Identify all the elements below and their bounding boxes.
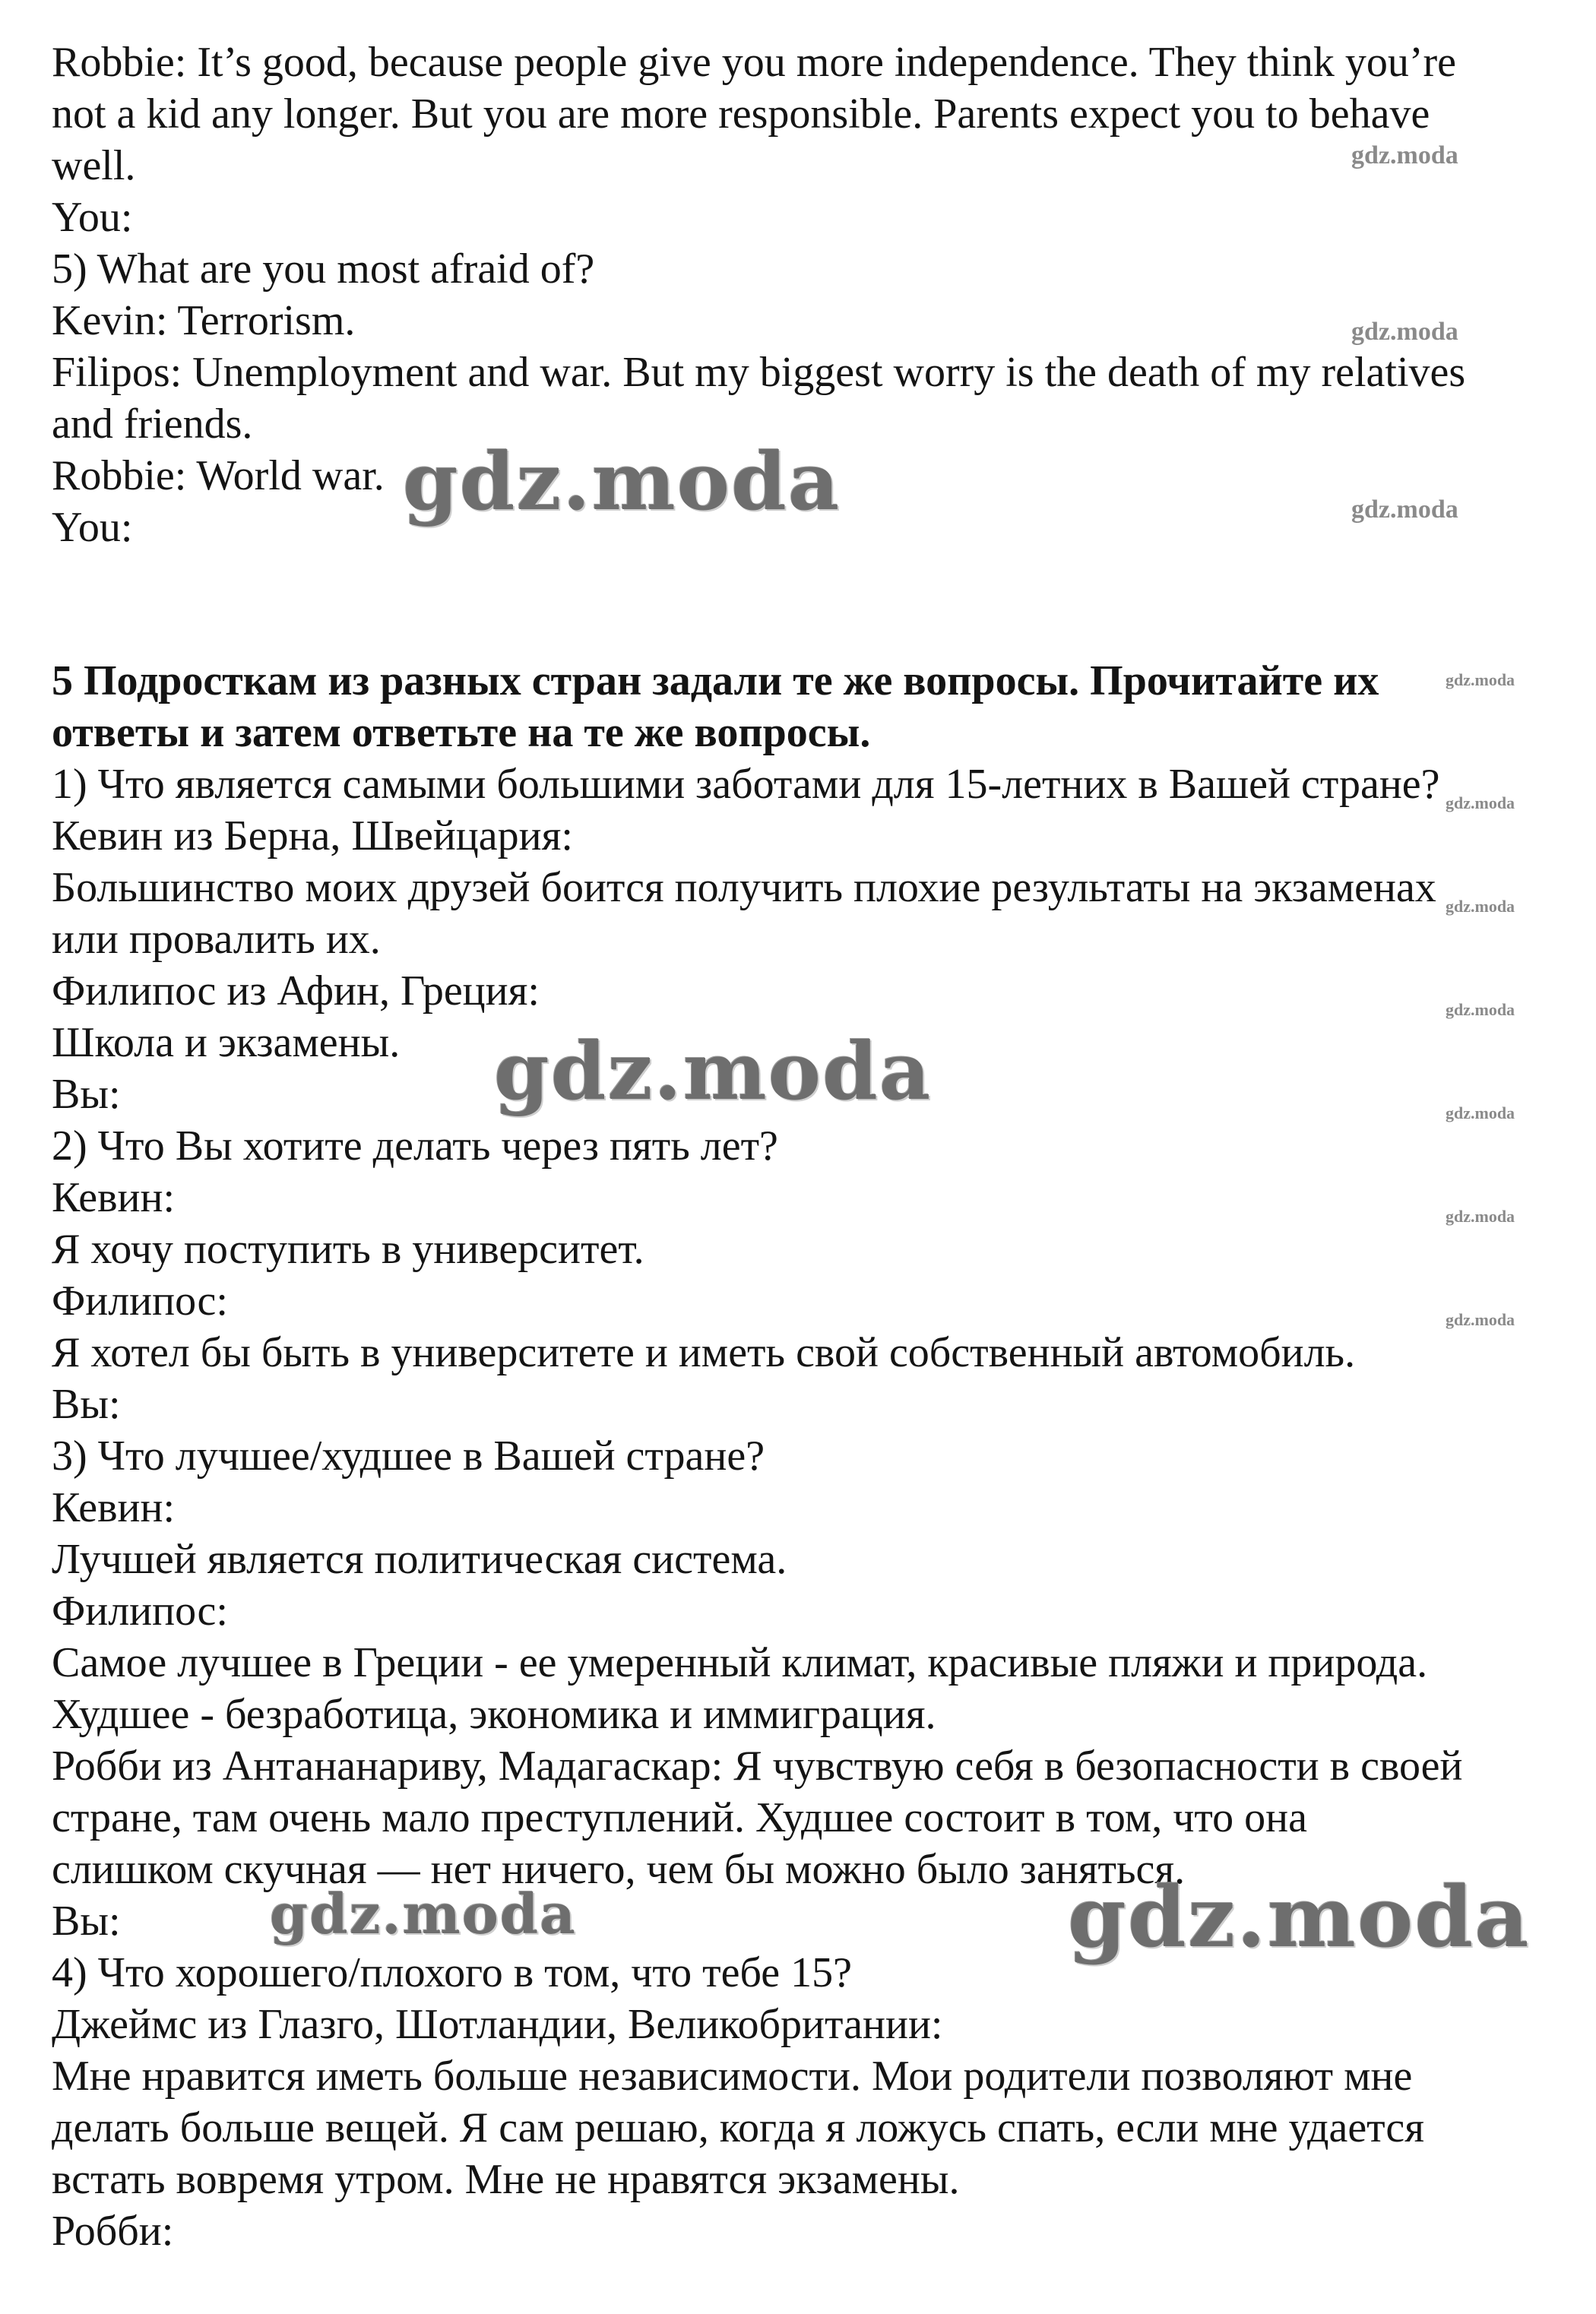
text-line: Вы: — [52, 1381, 121, 1428]
text-line: Robbie: It’s good, because people give you more independence. They think you’re — [52, 39, 1456, 86]
text-line: You: — [52, 194, 133, 241]
text-line: Вы: — [52, 1071, 121, 1118]
text-line: Кевин: — [52, 1484, 176, 1531]
exercise-heading: ответы и затем ответьте на те же вопросы. — [52, 709, 871, 756]
text-line: Джеймс из Глазго, Шотландии, Великобритании: — [52, 2001, 943, 2048]
text-line: Робби из Антананариву, Мадагаскар: Я чувствую себя в безопасности в своей — [52, 1743, 1463, 1790]
text-line: Лучшей является политическая система. — [52, 1536, 787, 1583]
text-line: Вы: — [52, 1898, 121, 1945]
text-line: делать больше вещей. Я сам решаю, когда я ложусь спать, если мне удается — [52, 2104, 1424, 2151]
text-line: стране, там очень мало преступлений. Худшее состоит в том, что она — [52, 1794, 1307, 1841]
watermark: gdz.moda — [1446, 670, 1515, 689]
text-line: Я хочу поступить в университет. — [52, 1226, 644, 1273]
watermark-large: gdz.moda — [270, 1882, 577, 1946]
watermark-large: gdz.moda — [494, 1024, 933, 1118]
text-line: Филипос: — [52, 1277, 228, 1325]
text-line: and friends. — [52, 400, 253, 448]
text-line: 3) Что лучшее/худшее в Вашей стране? — [52, 1432, 765, 1480]
watermark: gdz.moda — [1351, 141, 1458, 169]
text-line: 5) What are you most afraid of? — [52, 245, 595, 293]
text-line: Школа и экзамены. — [52, 1019, 401, 1066]
text-line: well. — [52, 142, 136, 189]
text-line: Мне нравится иметь больше независимости. Мои родители позволяют мне — [52, 2053, 1413, 2100]
text-line: слишком скучная — нет ничего, чем бы можно было заняться. — [52, 1846, 1186, 1893]
text-line: Kevin: Terrorism. — [52, 297, 356, 344]
text-line: Филипос из Афин, Греция: — [52, 967, 540, 1015]
text-line: Робби: — [52, 2208, 174, 2255]
text-line: встать вовремя утром. Мне не нравятся экзамены. — [52, 2156, 960, 2203]
text-line: Кевин из Берна, Швейцария: — [52, 812, 573, 859]
text-line: 1) Что является самыми большими заботами для 15-летних в Вашей стране? — [52, 761, 1440, 808]
watermark-large: gdz.moda — [1068, 1868, 1531, 1966]
text-line: Худшее - безработица, экономика и иммиграция. — [52, 1691, 936, 1738]
text-line: Филипос: — [52, 1588, 228, 1635]
text-line: Большинство моих друзей боится получить плохие результаты на экзаменах — [52, 864, 1436, 911]
watermark: gdz.moda — [1446, 793, 1515, 812]
text-line: Самое лучшее в Греции - ее умеренный климат, красивые пляжи и природа. — [52, 1639, 1428, 1686]
watermark: gdz.moda — [1446, 1310, 1515, 1329]
watermark: gdz.moda — [1446, 897, 1515, 916]
watermark-large: gdz.moda — [403, 435, 841, 528]
watermark: gdz.moda — [1351, 318, 1458, 346]
exercise-heading: 5 Подросткам из разных стран задали те же вопросы. Прочитайте их — [52, 657, 1379, 704]
watermark: gdz.moda — [1351, 495, 1458, 524]
text-line: или провалить их. — [52, 916, 381, 963]
text-line: not a kid any longer. But you are more responsible. Parents expect you to behave — [52, 90, 1430, 138]
text-line: Robbie: World war. — [52, 452, 385, 499]
watermark: gdz.moda — [1446, 1207, 1515, 1226]
text-line: 4) Что хорошего/плохого в том, что тебе 15? — [52, 1949, 852, 1996]
text-line: You: — [52, 504, 133, 551]
text-line: 2) Что Вы хотите делать через пять лет? — [52, 1122, 778, 1170]
text-line: Кевин: — [52, 1174, 176, 1221]
watermark: gdz.moda — [1446, 1103, 1515, 1122]
watermark: gdz.moda — [1446, 1000, 1515, 1019]
text-line: Filipos: Unemployment and war. But my biggest worry is the death of my relatives — [52, 349, 1466, 396]
text-line: Я хотел бы быть в университете и иметь свой собственный автомобиль. — [52, 1329, 1356, 1376]
